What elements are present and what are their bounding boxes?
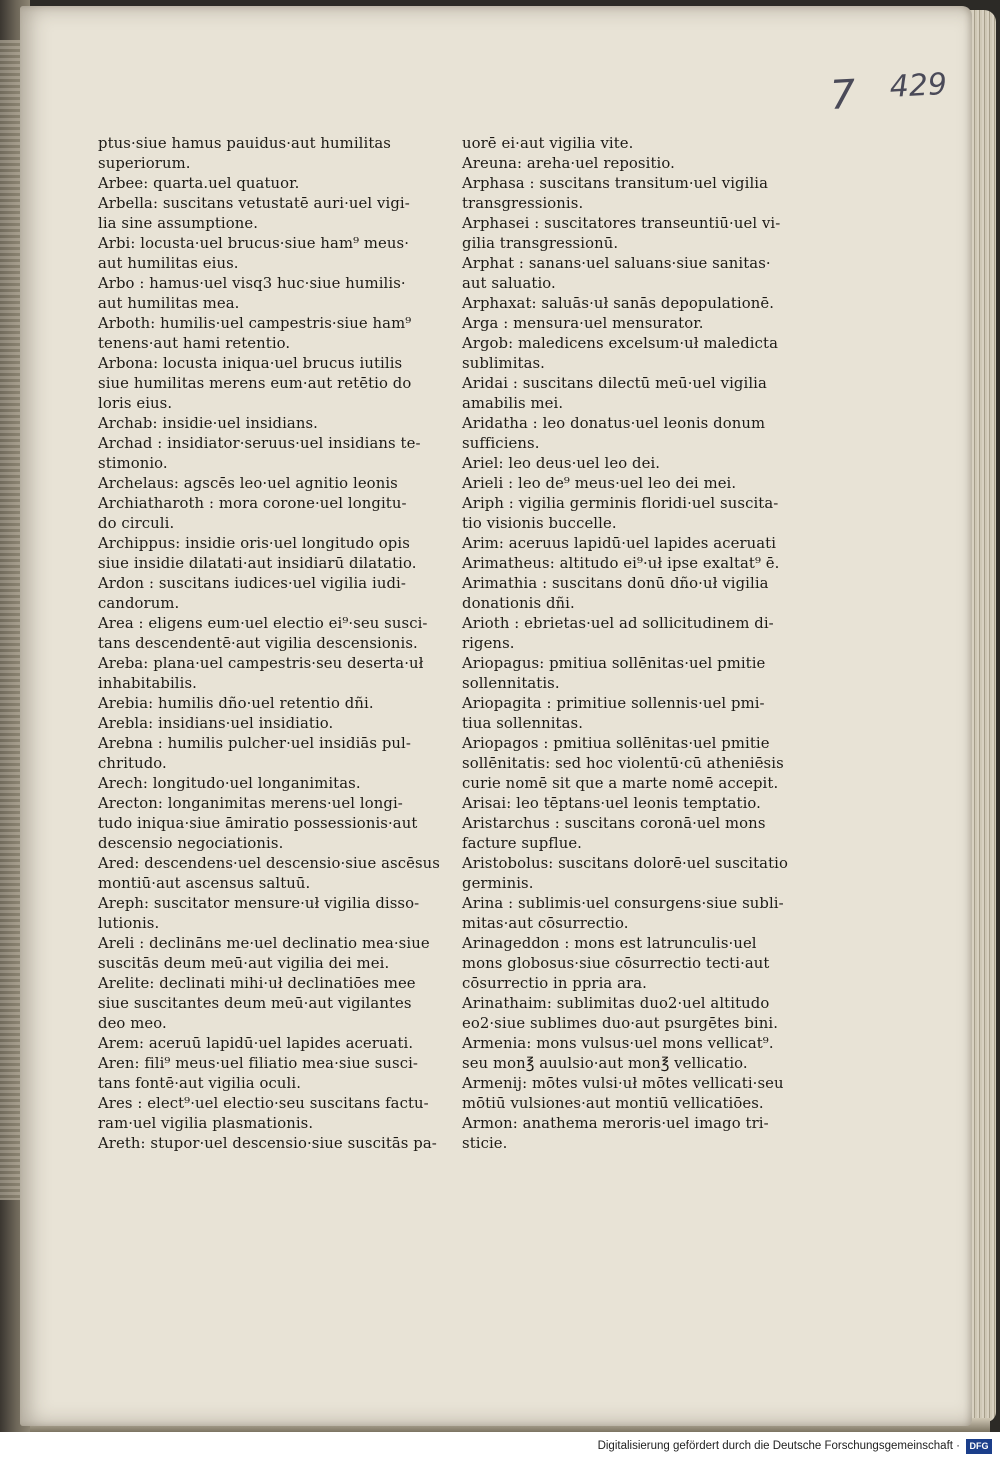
text-line: Arim: aceruus lapidū·uel lapides aceruati [462, 535, 777, 552]
text-line: Arisai: leo tēptans·uel leonis temptatio. [462, 795, 761, 812]
text-line: ram·uel vigilia plasmationis. [98, 1115, 314, 1132]
text-line: Ariopagita : primitiue sollennis·uel pmi- [462, 695, 765, 712]
text-line: donationis dñi. [462, 595, 575, 612]
text-line: lia sine assumptione. [98, 215, 259, 232]
text-line: rigens. [462, 635, 515, 652]
folio-mark: 7 [828, 71, 857, 120]
folio-annotation [817, 58, 960, 125]
text-line: Ariph : vigilia germinis floridi·uel suscita- [462, 495, 779, 512]
text-line: candorum. [98, 595, 180, 612]
text-line: Arebna : humilis pulcher·uel insidiās pul- [98, 735, 411, 752]
text-line: Arinathaim: sublimitas duo2·uel altitudo [462, 995, 770, 1012]
text-line: Arimatheus: altitudo ei⁹·uł ipse exaltat⁹ ē. [462, 555, 780, 572]
text-line: Areli : declināns me·uel declinatio mea·siue [98, 935, 430, 952]
text-line: Arieli : leo de⁹ meus·uel leo dei mei. [462, 475, 737, 492]
text-line: Archab: insidie·uel insidians. [98, 415, 318, 432]
text-line: Ared: descendens·uel descensio·siue ascēsus [98, 855, 440, 872]
text-line: Ardon : suscitans iudices·uel vigilia iudi- [98, 575, 406, 592]
text-line: Areph: suscitator mensure·uł vigilia disso- [98, 895, 420, 912]
text-line: tenens·aut hami retentio. [98, 335, 291, 352]
text-line: Arech: longitudo·uel longanimitas. [98, 775, 361, 792]
text-line: stimonio. [98, 455, 168, 472]
text-line: Ariopagus: pmitiua sollēnitas·uel pmitie [462, 655, 766, 672]
text-line: aut saluatio. [462, 275, 556, 292]
text-line: Ariopagos : pmitiua sollēnitas·uel pmitie [462, 735, 770, 752]
text-line: tudo iniqua·siue āmiratio possessionis·aut [98, 815, 418, 832]
text-line: Ariel: leo deus·uel leo dei. [462, 455, 661, 472]
text-line: do circuli. [98, 515, 175, 532]
text-line: Arinageddon : mons est latrunculis·uel [462, 935, 757, 952]
text-line: mons globosus·siue cōsurrectio tecti·aut [462, 955, 770, 972]
text-line: Areuna: areha·uel repositio. [462, 155, 675, 172]
text-line: transgressionis. [462, 195, 584, 212]
text-line: sticie. [462, 1135, 508, 1152]
text-line: suscitās deum meū·aut vigilia dei mei. [98, 955, 390, 972]
text-line: amabilis mei. [462, 395, 564, 412]
text-line: deo meo. [98, 1015, 167, 1032]
text-line: lutionis. [98, 915, 160, 932]
text-line: Arebla: insidians·uel insidiatio. [98, 715, 334, 732]
text-line: gilia transgressionū. [462, 235, 619, 252]
text-line: mitas·aut cōsurrectio. [462, 915, 629, 932]
text-line: Arina : sublimis·uel consurgens·siue subli- [462, 895, 784, 912]
text-line: Archippus: insidie oris·uel longitudo opis [98, 535, 410, 552]
text-line: Aren: fili⁹ meus·uel filiatio mea·siue susci- [98, 1055, 419, 1072]
text-line: aut humilitas eius. [98, 255, 239, 272]
text-line: Armenia: mons vulsus·uel mons vellicat⁹. [462, 1035, 774, 1052]
text-line: germinis. [462, 875, 534, 892]
text-line: sufficiens. [462, 435, 540, 452]
text-line: Archelaus: agscēs leo·uel agnitio leonis [98, 475, 398, 492]
text-line: Archiatharoth : mora corone·uel longitu- [98, 495, 407, 512]
text-line: mōtiū vulsiones·aut montiū vellicatiōes. [462, 1095, 764, 1112]
text-line: Arphasei : suscitatores transeuntiū·uel vi- [462, 215, 781, 232]
text-line: Arphat : sanans·uel saluans·siue sanitas· [462, 255, 771, 272]
binding-strip [0, 40, 22, 1200]
text-line: chritudo. [98, 755, 167, 772]
text-line: sollennitatis. [462, 675, 560, 692]
text-line: seu mon℥ auulsio·aut mon℥ vellicatio. [462, 1055, 748, 1072]
text-line: Argob: maledicens excelsum·uł maledicta [462, 335, 778, 352]
text-line: Arboth: humilis·uel campestris·siue ham⁹ [98, 315, 412, 332]
dfg-logo-icon: DFG [966, 1439, 992, 1454]
text-line: Arbee: quarta.uel quatuor. [98, 175, 300, 192]
text-line: Arbo : hamus·uel visq3 huc·siue humilis· [98, 275, 406, 292]
text-line: tio visionis buccelle. [462, 515, 617, 532]
text-line: Areba: plana·uel campestris·seu deserta·uł [98, 655, 424, 672]
text-line: Area : eligens eum·uel electio ei⁹·seu susci- [98, 615, 428, 632]
text-line: tans descendentē·aut vigilia descensionis. [98, 635, 418, 652]
text-line: Arga : mensura·uel mensurator. [462, 315, 704, 332]
text-line: siue humilitas merens eum·aut retētio do [98, 375, 412, 392]
text-line: siue suscitantes deum meū·aut vigilantes [98, 995, 412, 1012]
text-line: tans fontē·aut vigilia oculi. [98, 1075, 301, 1092]
text-line: aut humilitas mea. [98, 295, 240, 312]
text-line: loris eius. [98, 395, 173, 412]
text-line: siue insidie dilatati·aut insidiarū dilatatio. [98, 555, 417, 572]
text-line: Areth: stupor·uel descensio·siue suscitās pa- [98, 1135, 437, 1152]
text-line: inhabitabilis. [98, 675, 197, 692]
text-line: Aristobolus: suscitans dolorē·uel suscitatio [462, 855, 788, 872]
text-line: sollēnitatis: sed hoc violentū·cū atheniēsis [462, 755, 784, 772]
text-line: sublimitas. [462, 355, 545, 372]
text-line: Arelite: declinati mihi·uł declinatiōes mee [98, 975, 416, 992]
folio-number: 429 [888, 66, 948, 105]
text-line: Arphaxat: saluās·uł sanās depopulationē. [462, 295, 775, 312]
text-line: facture supflue. [462, 835, 582, 852]
text-line: descensio negociationis. [98, 835, 284, 852]
right-text-column [462, 134, 802, 1154]
text-line: Aridatha : leo donatus·uel leonis donum [462, 415, 766, 432]
text-line: uorē ei·aut vigilia vite. [462, 135, 634, 152]
text-line: Armenij: mōtes vulsi·uł mōtes vellicati·seu [462, 1075, 784, 1092]
footer-bar [0, 1432, 1000, 1462]
text-line: Arimathia : suscitans donū dño·uł vigilia [462, 575, 769, 592]
funding-credit: Digitalisierung gefördert durch die Deutsche Forschungsgemeinschaft · [597, 1440, 960, 1452]
text-line: curie nomē sit que a marte nomē accepit. [462, 775, 779, 792]
text-line: cōsurrectio in ppria ara. [462, 975, 647, 992]
left-text-column [98, 134, 438, 1154]
text-line: Ares : elect⁹·uel electio·seu suscitans factu- [98, 1095, 429, 1112]
text-line: Archad : insidiator·seruus·uel insidians te- [98, 435, 421, 452]
text-line: Arem: aceruū lapidū·uel lapides aceruati. [98, 1035, 414, 1052]
text-line: Arphasa : suscitans transitum·uel vigilia [462, 175, 769, 192]
text-line: Aridai : suscitans dilectū meū·uel vigilia [462, 375, 767, 392]
text-line: Arebia: humilis dño·uel retentio dñi. [98, 695, 374, 712]
text-line: Arioth : ebrietas·uel ad sollicitudinem di- [462, 615, 774, 632]
text-line: Aristarchus : suscitans coronā·uel mons [462, 815, 766, 832]
text-line: eo2·siue sublimes duo·aut psurgētes bini. [462, 1015, 779, 1032]
text-line: montiū·aut ascensus saltuū. [98, 875, 311, 892]
text-line: superiorum. [98, 155, 191, 172]
text-line: Arbella: suscitans vetustatē auri·uel vigi- [98, 195, 410, 212]
text-line: Arecton: longanimitas merens·uel longi- [98, 795, 403, 812]
text-line: Arbona: locusta iniqua·uel brucus iutilis [98, 355, 403, 372]
text-line: tiua sollennitas. [462, 715, 584, 732]
text-line: Armon: anathema meroris·uel imago tri- [462, 1115, 769, 1132]
text-line: ptus·siue hamus pauidus·aut humilitas [98, 135, 391, 152]
text-line: Arbi: locusta·uel brucus·siue ham⁹ meus· [98, 235, 410, 252]
